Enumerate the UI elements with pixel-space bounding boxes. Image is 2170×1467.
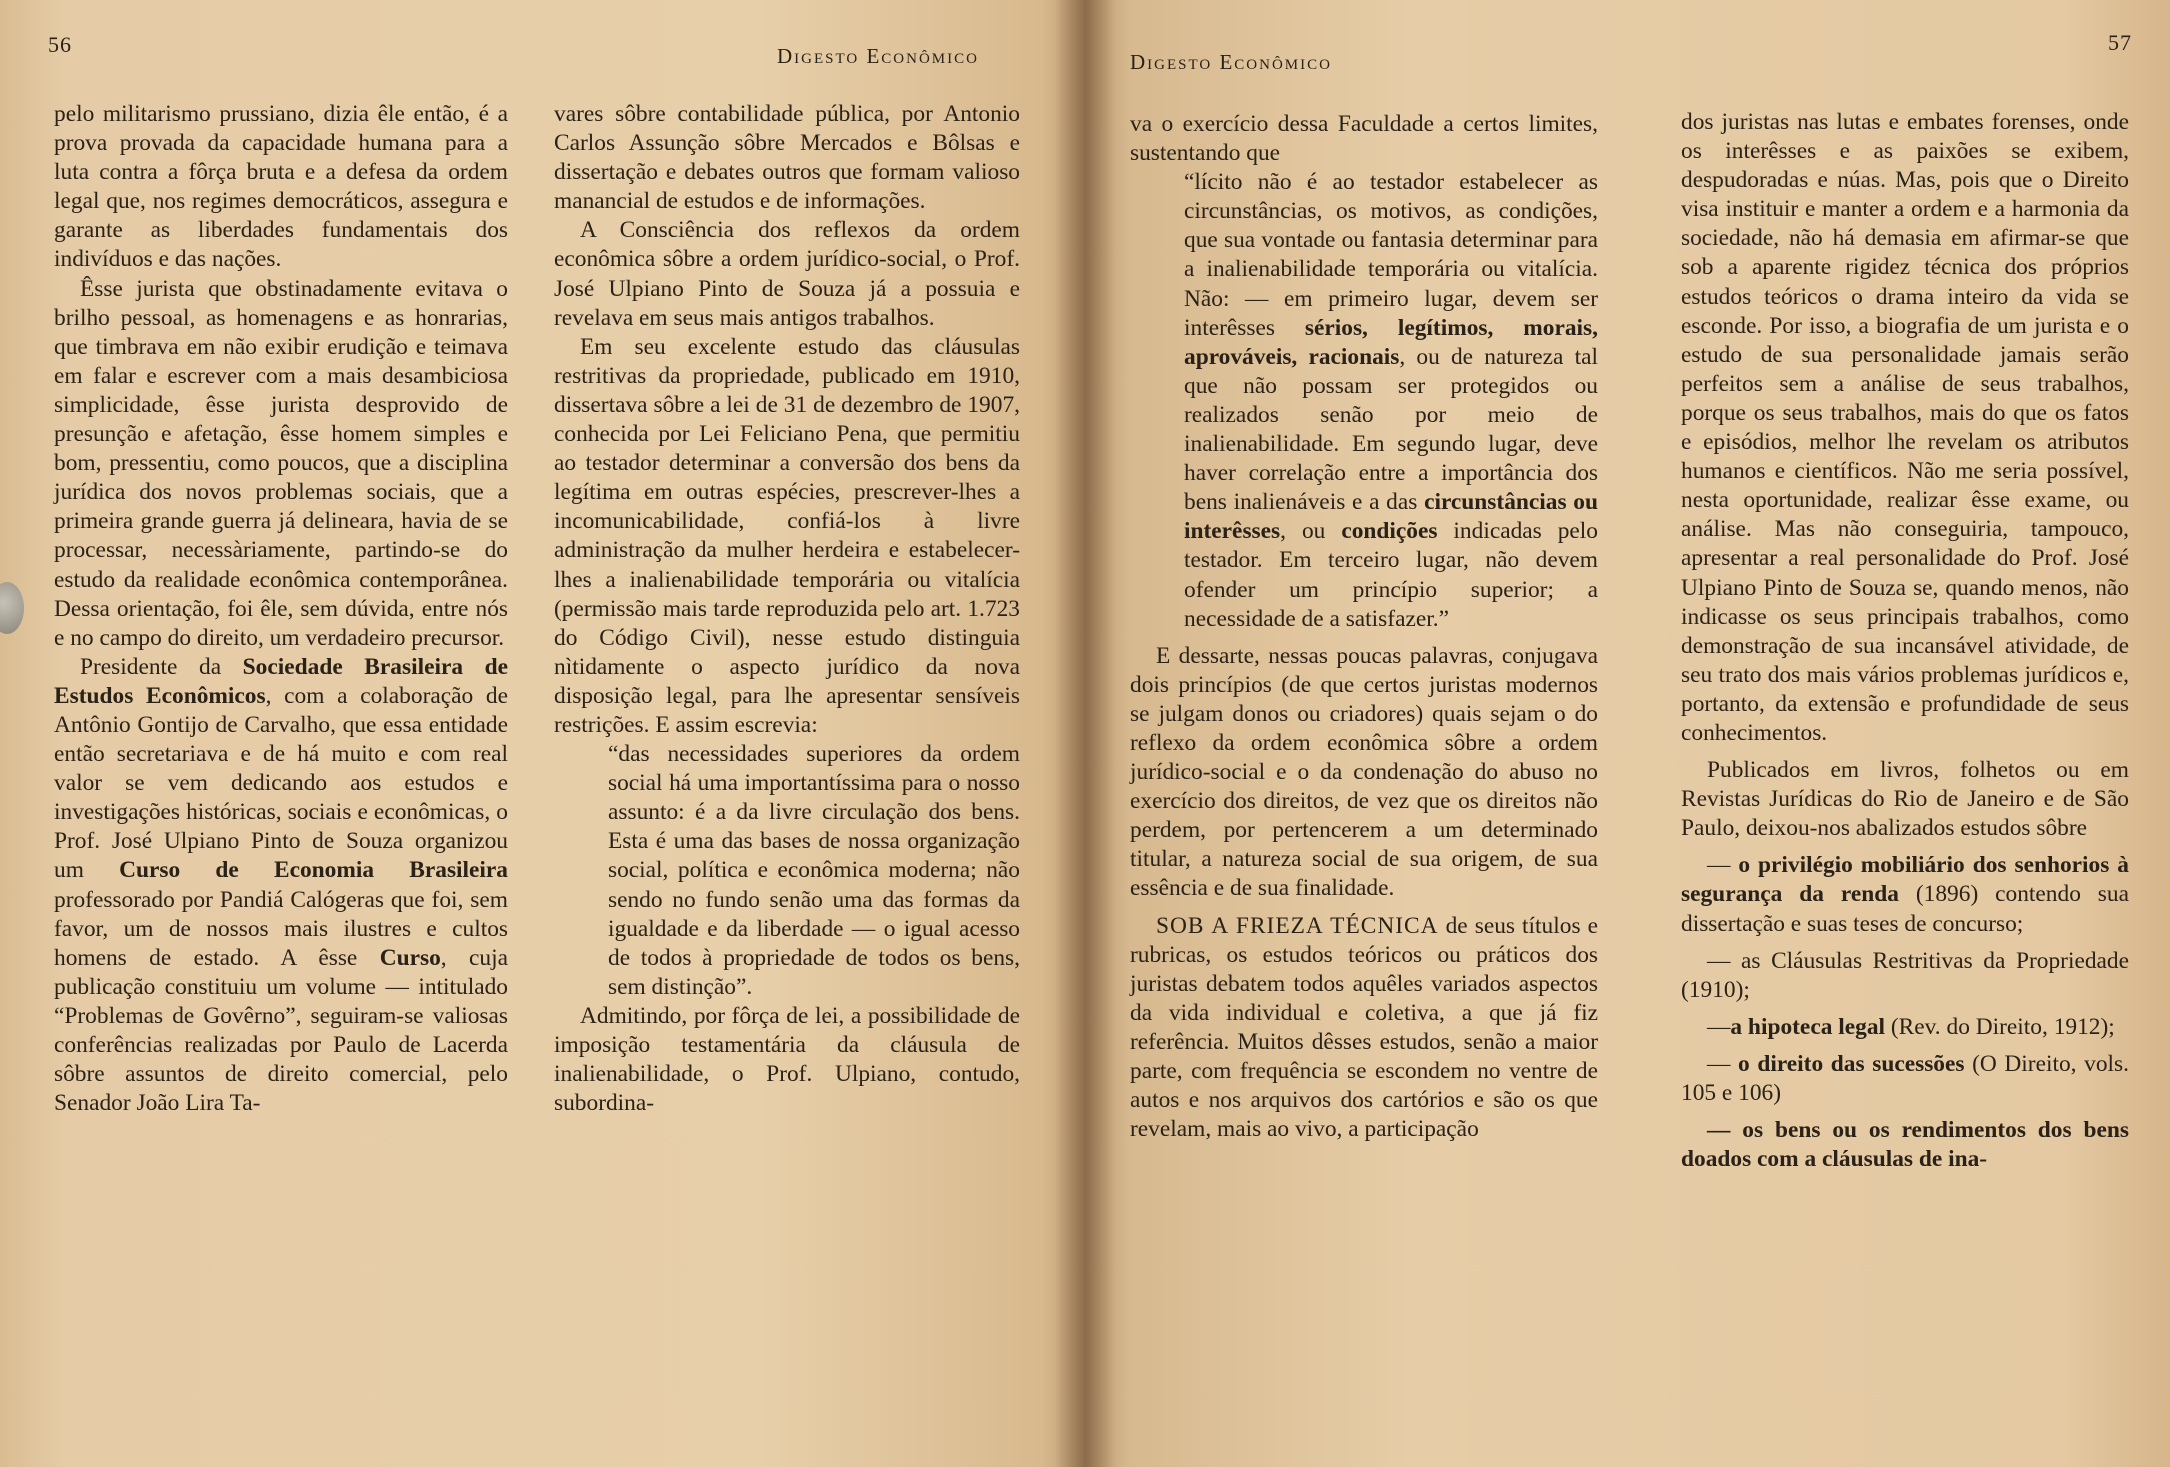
- page-number-right: 57: [2108, 30, 2132, 55]
- page-number-left: 56: [48, 32, 72, 57]
- list-item: — o direito das sucessões (O Direito, vols. 105 e 106): [1681, 1050, 2129, 1106]
- paragraph: Êsse jurista que obstinadamente evitava o brilho pessoal, as homenagens e as honrarias, que timbrava em não exibir erudição e teimava em falar e escrever com a mais desambiciosa simplicidade, êsse jurista desprovido de presunção e afetação, êsse homem simples e bom, pressentiu, como poucos, que a disciplina jurídica dos novos problemas sociais, que a primeira grande guerra já delineara, havia de se processar, necessàriamente, partindo-se do estudo da realidade econômica contemporânea. Dessa orientação, foi êle, sem dúvida, entre nós e no campo do direito, um verdadeiro precursor.: [54, 275, 508, 651]
- paragraph: dos juristas nas lutas e embates forenses, onde os interêsses e as paixões se exibem, despudoradas e núas. Mas, pois que o Direito visa instituir e manter a ordem e a harmonia da sociedade, não há demasia em afirmar-se que sob a aparente rigidez técnica dos próprios estudos teóricos o drama inteiro da vida se esconde. Por isso, a biografia de um jurista e o estudo de sua personalidade jamais serão perfeitos sem a análise de seus trabalhos, porque os seus trabalhos, mais do que os fatos e episódios, melhor lhe revelam os atributos humanos e científicos. Não me seria possível, nesta oportunidade, realizar êsse exame, ou análise. Mas não conseguiria, tampouco, apresentar a real personalidade do Prof. José Ulpiano Pinto de Souza se, quando menos, não indicasse os seus principais trabalhos, como demonstração de sua incansável atividade, de seu trato dos mais vários problemas jurídicos e, portanto, da extensão e profundidade de seus conhecimentos.: [1681, 109, 2129, 746]
- paragraph: Em seu excelente estudo das cláusulas restritivas da propriedade, publicado em 1910, dissertava sôbre a lei de 31 de dezembro de 1907, conhecida por Lei Feliciano Pena, que permitiu ao testador determinar a conversão dos bens da legítima em outras espécies, prescrever-lhes a incomunicabilidade, confiá-los à livre administração da mulher herdeira e estabelecer-lhes a inalienabilidade temporária ou vitalícia (permissão mais tarde reproduzida pelo art. 1.723 do Código Civil), nesse estudo distinguia nìtidamente o aspecto jurídico da nova disposição legal, para lhe apresentar sensíveis restrições. E assim escrevia:: [554, 333, 1020, 738]
- paragraph: pelo militarismo prussiano, dizia êle então, é a prova provada da capacidade humana para a luta contra a fôrça bruta e a defesa da ordem legal que, nos regimes democráticos, assegura e garante as liberdades fundamentais dos indivíduos e das nações.: [54, 101, 508, 273]
- left-column-1: [54, 100, 508, 1118]
- block-quote: “das necessidades superiores da ordem social há uma importantíssima para o nosso assunto: é a da livre circulação dos bens. Esta é uma das bases de nossa organização social, política e econômica moderna; não sendo no fundo senão uma das formas da igualdade e da liberdade — o igual acesso de todos à propriedade de todos os bens, sem distinção”.: [608, 741, 1020, 1000]
- list-item: — as Cláusulas Restritivas da Propriedade (1910);: [1681, 947, 2129, 1003]
- paragraph: A Consciência dos reflexos da ordem econômica sôbre a ordem jurídico-social, o Prof. José Ulpiano Pinto de Souza já a possuia e revelava em seus mais antigos trabalhos.: [554, 217, 1020, 331]
- paragraph: E dessarte, nessas poucas palavras, conjugava dois princípios (de que certos juristas modernos se julgam donos ou criadores) quais sejam o do reflexo da ordem econômica sôbre a ordem jurídico-social e o da condenação do abuso no exercício dos direitos, de vez que os direitos não perdem, por pertencerem a um determinado titular, a natureza social de sua origem, de sua essência e de sua finalidade.: [1130, 642, 1598, 902]
- paragraph: SOB A FRIEZA TÉCNICA de seus títulos e rubricas, os estudos teóricos ou práticos dos juristas debatem todos aquêles variados aspectos da vida individual e coletiva, a que já fiz referência. Muitos dêsses estudos, senão a maior parte, com frequência se escondem no ventre de autos e nos arquivos dos cartórios e são os que revelam, mais ao vivo, a participação: [1130, 912, 1598, 1143]
- gutter-shadow-left: [1055, 0, 1085, 1467]
- list-item: — os bens ou os rendimentos dos bens doados com a cláusulas de ina-: [1681, 1117, 2129, 1173]
- right-column-2: [1681, 108, 2129, 1174]
- punch-hole: [0, 582, 24, 634]
- right-page: [1085, 0, 2170, 1467]
- list-item: — o privilégio mobiliário dos senhorios à segurança da renda (1896) contendo sua dissertação e suas teses de concurso;: [1681, 852, 2129, 937]
- paragraph: vares sôbre contabilidade pública, por Antonio Carlos Assunção sôbre Mercados e Bôlsas e dissertação e debates outros que formam valioso manancial de estudos e de informações.: [554, 101, 1020, 215]
- paragraph: Admitindo, por fôrça de lei, a possibilidade de imposição testamentária da cláusula de inalienabilidade, o Prof. Ulpiano, contudo, subordina-: [554, 1002, 1020, 1117]
- gutter-shadow-right: [1085, 0, 1115, 1467]
- running-header-right: Digesto Econômico: [1130, 50, 1332, 74]
- paragraph: Publicados em livros, folhetos ou em Revistas Jurídicas do Rio de Janeiro e de São Paulo, deixou-nos abalizados estudos sôbre: [1681, 757, 2129, 842]
- block-quote: “lícito não é ao testador estabelecer as circunstâncias, os motivos, as condições, que sua vontade ou fantasia determinar para a inalienabilidade temporária ou vitalícia. Não: — em primeiro lugar, devem ser interêsses sérios, legítimos, morais, aprováveis, racionais, ou de natureza tal que não possam ser protegidos ou realizados senão por meio de inalienabilidade. Em segundo lugar, deve haver correlação entre a importância dos bens inalienáveis e a das circunstâncias ou interêsses, ou condições indicadas pelo testador. Em terceiro lugar, não devem ofender um princípio superior; a necessidade de a satisfazer.”: [1184, 169, 1598, 632]
- list-item: —a hipoteca legal (Rev. do Direito, 1912);: [1707, 1013, 2115, 1040]
- paragraph: va o exercício dessa Faculdade a certos limites, sustentando que: [1130, 111, 1598, 167]
- left-column-2: [554, 100, 1020, 1118]
- running-header-left: Digesto Econômico: [777, 44, 979, 68]
- right-column-1: [1130, 110, 1598, 1144]
- paragraph: Presidente da Sociedade Brasileira de Estudos Econômicos, com a colaboração de Antônio Gontijo de Carvalho, que essa entidade então secretariava e de há muito e com real valor se vem dedicando aos estudos e investigações históricas, sociais e econômicas, o Prof. José Ulpiano Pinto de Souza organizou um Curso de Economia Brasileira professorado por Pandiá Calógeras que foi, sem favor, um de nossos mais ilustres e cultos homens de estado. A êsse Curso, cuja publicação constituiu um volume — intitulado “Problemas de Govêrno”, seguiram-se valiosas conferências realizadas por Paulo de Lacerda sôbre assuntos de direito comercial, pelo Senador João Lira Ta-: [54, 653, 509, 1117]
